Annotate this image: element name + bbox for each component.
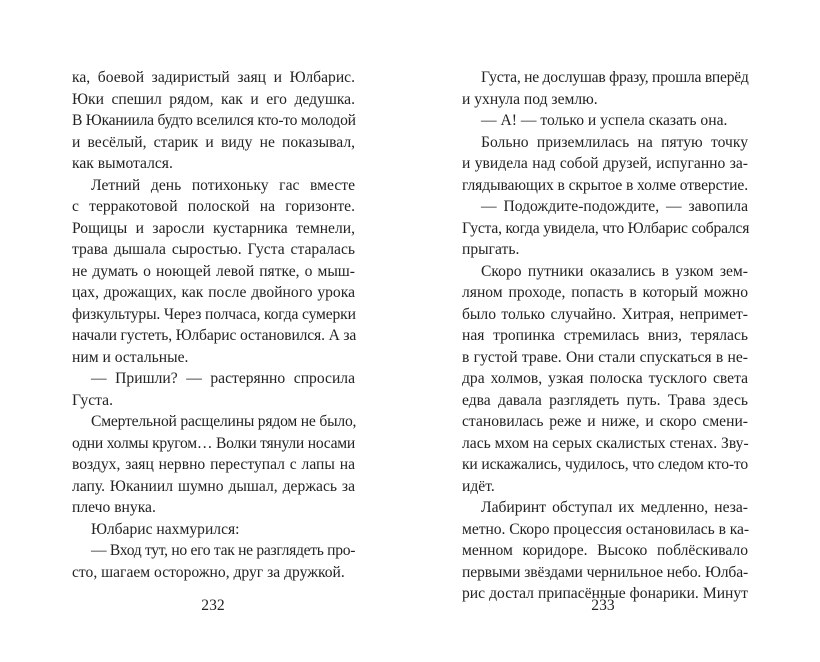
text-line: и увидела над собой друзей, испуганно за- xyxy=(462,155,748,172)
text-line: — Подождите-подождите, — завопила xyxy=(481,198,748,215)
text-line: идёт. xyxy=(462,477,495,495)
text-line: трава дышала сыростью. Густа старалась xyxy=(72,241,355,258)
text-line: одни холмы кругом… Волки тянули носами xyxy=(72,434,355,452)
text-line: первыми звёздами чернильное небо. Юлба- xyxy=(462,563,749,581)
text-line: Густа, когда увидела, что Юлбарис собрался xyxy=(462,219,750,237)
text-line: сто, шагаем осторожно, друг за дружкой. xyxy=(72,563,345,581)
page-number: 233 xyxy=(591,597,615,614)
text-line: Юлбарис нахмурился: xyxy=(91,520,240,538)
text-line: Смертельной расщелины рядом не было, xyxy=(91,413,357,430)
text-line: Густа, не дослушав фразу, прошла вперёд xyxy=(481,69,749,86)
page-right xyxy=(410,0,820,662)
text-line: и весёлый, старик и виду не показывал, xyxy=(72,133,355,151)
text-line: рис достал припасённые фонарики. Минут xyxy=(462,585,748,602)
text-line: как вымотался. xyxy=(72,155,173,172)
text-line: физкультуры. Через полчаса, когда сумерки xyxy=(72,305,356,323)
text-line: лапу. Юканиил шумно дышал, держась за xyxy=(72,477,355,495)
text-line: начали густеть, Юлбарис остановился. А за xyxy=(72,327,357,344)
text-line: дра холмов, узкая полоска тусклого света xyxy=(462,370,748,387)
page-body-text xyxy=(72,67,355,583)
text-line: лась мхом на серых скалистых стенах. Зву- xyxy=(462,434,749,452)
text-line: менном коридоре. Высоко поблёскивало xyxy=(462,542,748,559)
text-line: метно. Скоро процессия остановилась в ка- xyxy=(462,520,750,538)
text-line: ная тропинка стремилась вниз, терялась xyxy=(462,327,748,344)
text-line: ним и остальные. xyxy=(72,348,189,366)
text-line: — Вход тут, но его так не разглядеть про- xyxy=(91,542,356,559)
text-line: Лабиринт обступал их медленно, неза- xyxy=(481,499,748,516)
text-line: Скоро путники оказались в узком зем- xyxy=(481,262,748,280)
text-line: — Пришли? — растерянно спросила xyxy=(91,370,355,387)
text-line: Рощицы и заросли кустарника темнели, xyxy=(72,219,355,237)
text-line: ляном проходе, попасть в который можно xyxy=(462,284,748,301)
text-line: воздух, заяц нервно переступал с лапы на xyxy=(72,456,355,473)
text-line: Больно приземлилась на пятую точку xyxy=(481,133,748,151)
text-line: с терракотовой полоской на горизонте. xyxy=(72,198,355,215)
page-body-text xyxy=(462,67,748,605)
text-line: цах, дрожащих, как после двойного урока xyxy=(72,284,355,301)
text-line: Густа. xyxy=(72,391,113,409)
text-line: плечо внука. xyxy=(72,499,156,516)
text-line: ка, боевой задиристый заяц и Юлбарис. xyxy=(72,69,355,86)
text-line: В Юканиила будто вселился кто-то молодой xyxy=(72,112,356,129)
text-line: Юки спешил рядом, как и его дедушка. xyxy=(72,90,355,108)
text-line: было только случайно. Хитрая, непримет- xyxy=(462,305,748,323)
text-line: — А! — только и успела сказать она. xyxy=(481,112,728,129)
text-line: прыгать. xyxy=(462,241,520,258)
text-line: глядывающих в скрытое в холме отверстие. xyxy=(462,176,749,194)
text-line: не думать о ноющей левой пятке, о мыш- xyxy=(72,262,355,280)
text-line: становилась реже и ниже, и скоро смени- xyxy=(462,413,748,430)
text-line: едва давала разглядеть путь. Трава здесь xyxy=(462,391,748,409)
text-line: ки искажались, чудилось, что следом кто-то xyxy=(462,456,748,473)
text-line: Летний день потихоньку гас вместе xyxy=(91,176,355,194)
page-number: 232 xyxy=(201,597,225,614)
text-line: и ухнула под землю. xyxy=(462,90,598,108)
text-line: в густой траве. Они стали спускаться в не- xyxy=(462,348,748,366)
